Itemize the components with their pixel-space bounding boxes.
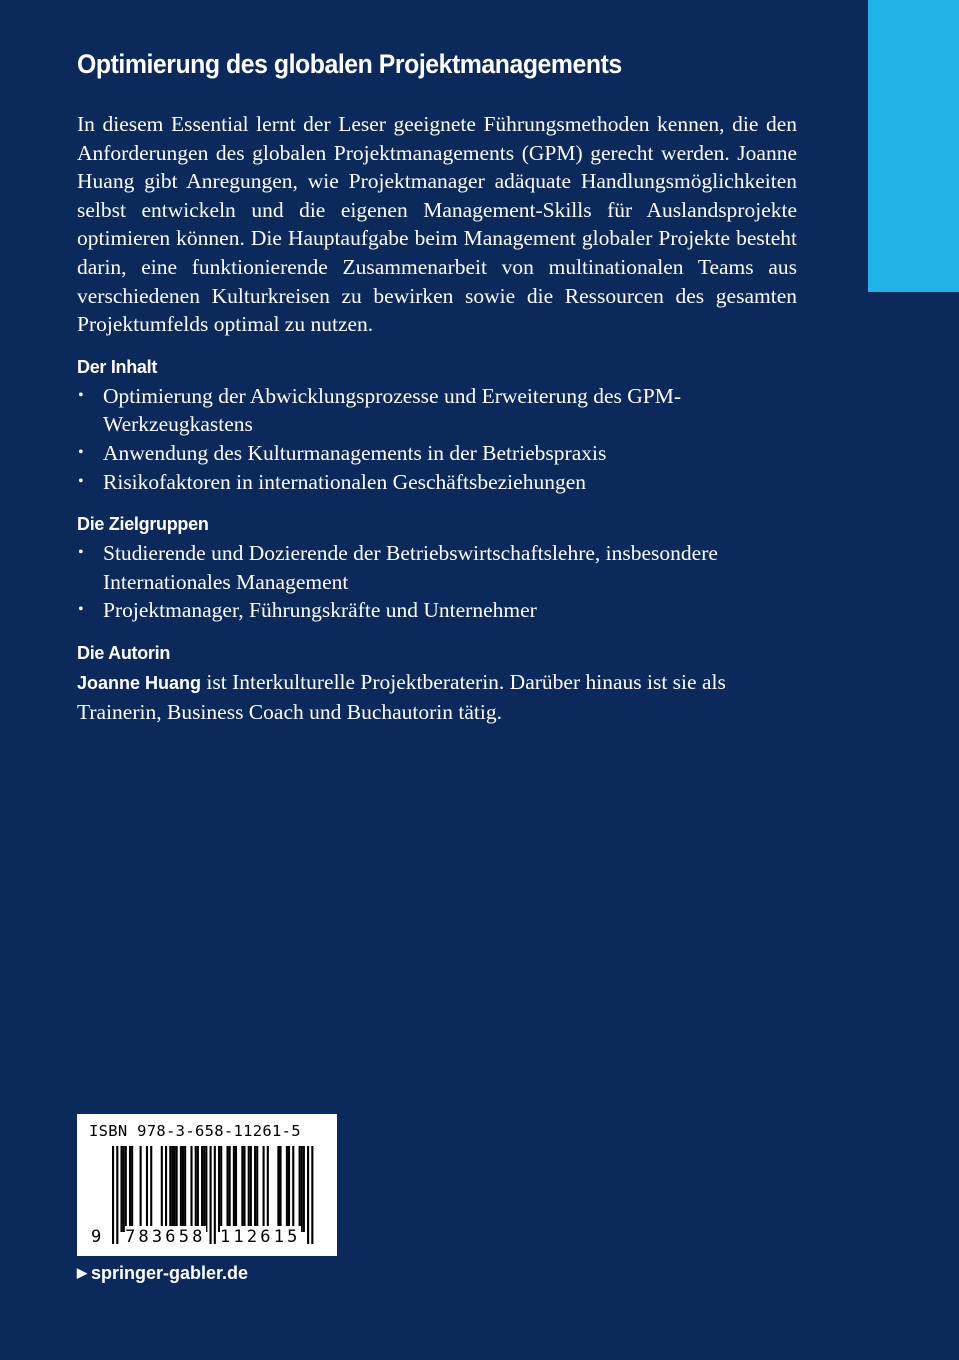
barcode-bar — [256, 1146, 258, 1232]
barcode-digits-left: 783658 — [125, 1227, 206, 1247]
barcode-bar — [279, 1146, 281, 1232]
barcode-bar — [184, 1146, 186, 1232]
barcode-bar — [311, 1146, 313, 1244]
barcode-bar — [171, 1146, 173, 1232]
section-heading-zielgruppen: Die Zielgruppen — [77, 514, 209, 535]
barcode-bar — [241, 1146, 243, 1232]
bullet-icon: • — [78, 544, 84, 562]
play-arrow-icon: ▶ — [77, 1265, 87, 1280]
barcode-bar — [125, 1146, 127, 1232]
barcode-digits-right: 112615 — [220, 1227, 301, 1247]
barcode-bar — [299, 1146, 301, 1232]
barcode-bar — [176, 1146, 178, 1232]
zielgruppen-list — [77, 539, 797, 625]
barcode-bar — [229, 1146, 231, 1232]
isbn-barcode-box — [77, 1114, 337, 1256]
list-item — [77, 468, 797, 497]
barcode-bar — [197, 1146, 199, 1232]
barcode-bar — [277, 1146, 279, 1232]
barcode-bar — [243, 1146, 245, 1232]
list-item-text: Anwendung des Kulturmanagements in der Betriebspraxis — [103, 440, 607, 465]
bullet-icon: • — [78, 443, 84, 461]
barcode-bar — [112, 1146, 114, 1244]
barcode-bar — [161, 1146, 163, 1232]
barcode-bar — [201, 1146, 203, 1232]
barcode-bar — [263, 1146, 265, 1232]
barcode-bar — [218, 1146, 220, 1232]
list-item — [77, 382, 797, 439]
isbn-label: ISBN 978-3-658-11261-5 — [89, 1122, 301, 1140]
section-inhalt — [77, 355, 797, 496]
barcode-bar — [292, 1146, 294, 1232]
author-name: Joanne Huang — [77, 672, 202, 693]
barcode-bar — [203, 1146, 205, 1232]
author-bio-text: ist Interkulturelle Projektberaterin. Darüber hinaus ist sie als Trainerin, Business Coach und Buchautorin tätig. — [77, 669, 726, 724]
inhalt-list — [77, 382, 797, 496]
bullet-icon: • — [78, 601, 84, 619]
barcode-bar — [288, 1146, 290, 1232]
barcode-bar — [120, 1146, 122, 1232]
bullet-icon: • — [78, 386, 84, 404]
section-autorin — [77, 641, 797, 726]
barcode-bar — [303, 1146, 305, 1232]
list-item-text: Projektmanager, Führungskräfte und Unternehmer — [103, 598, 537, 623]
bullet-icon: • — [78, 472, 84, 490]
barcode-bar — [165, 1146, 167, 1232]
barcode-bar — [182, 1146, 184, 1232]
barcode-bar — [146, 1146, 148, 1232]
barcode-bar — [301, 1146, 303, 1232]
list-item — [77, 539, 797, 596]
barcode-bar — [190, 1146, 192, 1232]
barcode-bar — [140, 1146, 142, 1232]
barcode-bar — [226, 1146, 228, 1232]
barcode-bar — [250, 1146, 252, 1232]
barcode-bar — [123, 1146, 125, 1232]
publisher-website-text: springer-gabler.de — [91, 1263, 249, 1283]
barcode-bar — [210, 1146, 212, 1244]
barcode-bar — [195, 1146, 197, 1232]
barcode-bar — [220, 1146, 222, 1232]
accent-bar — [868, 0, 959, 292]
barcode-bar — [267, 1146, 269, 1232]
barcode-bar — [286, 1146, 288, 1232]
section-heading-autorin: Die Autorin — [77, 642, 171, 663]
list-item-text: Risikofaktoren in internationalen Geschäftsbeziehungen — [103, 469, 586, 494]
barcode-bar — [235, 1146, 237, 1232]
barcode-bar — [150, 1146, 152, 1232]
barcode-bar — [180, 1146, 182, 1232]
barcode-bar — [205, 1146, 207, 1232]
barcode-bar — [169, 1146, 171, 1232]
barcode-bar — [254, 1146, 256, 1232]
list-item-text: Studierende und Dozierende der Betriebswirtschaftslehre, insbesondere Internationales Management — [103, 541, 718, 594]
barcode-bar — [214, 1146, 216, 1244]
barcode-bar — [307, 1146, 309, 1244]
barcode-bar — [131, 1146, 133, 1232]
barcode-bar — [233, 1146, 235, 1232]
barcode-bar — [173, 1146, 175, 1232]
list-item-text: Optimierung der Abwicklungsprozesse und Erweiterung des GPM-Werkzeugkastens — [103, 383, 682, 437]
barcode-bar — [248, 1146, 250, 1232]
publisher-website-link[interactable] — [77, 1261, 248, 1285]
barcode-digit-first: 9 — [91, 1227, 102, 1247]
list-item — [77, 596, 797, 625]
section-zielgruppen — [77, 512, 797, 625]
intro-paragraph: In diesem Essential lernt der Leser geeignete Führungsmethoden kennen, die den Anforderungen des globalen Projektmanagements (GPM) gerecht werden. Joanne Huang gibt Anregungen, wie Projektmanager adäquate Handlungsmöglichkeiten selbst entwickeln und die eigenen Management-Skills für Auslandsprojekte optimieren können. Die Hauptaufgabe beim Management globaler Projekte besteht darin, eine funktionierende Zusammenarbeit von multinationalen Teams aus verschiedenen Kulturkreisen zu bewirken sowie die Ressourcen des gesamten Projektumfelds optimal zu nutzen. — [77, 112, 797, 337]
back-cover-content — [77, 44, 797, 726]
list-item — [77, 439, 797, 468]
section-heading-inhalt: Der Inhalt — [77, 356, 158, 377]
barcode-bar — [129, 1146, 131, 1232]
author-bio — [77, 668, 797, 726]
barcode-bar — [116, 1146, 118, 1244]
book-title: Optimierung des globalen Projektmanagements — [77, 49, 622, 79]
